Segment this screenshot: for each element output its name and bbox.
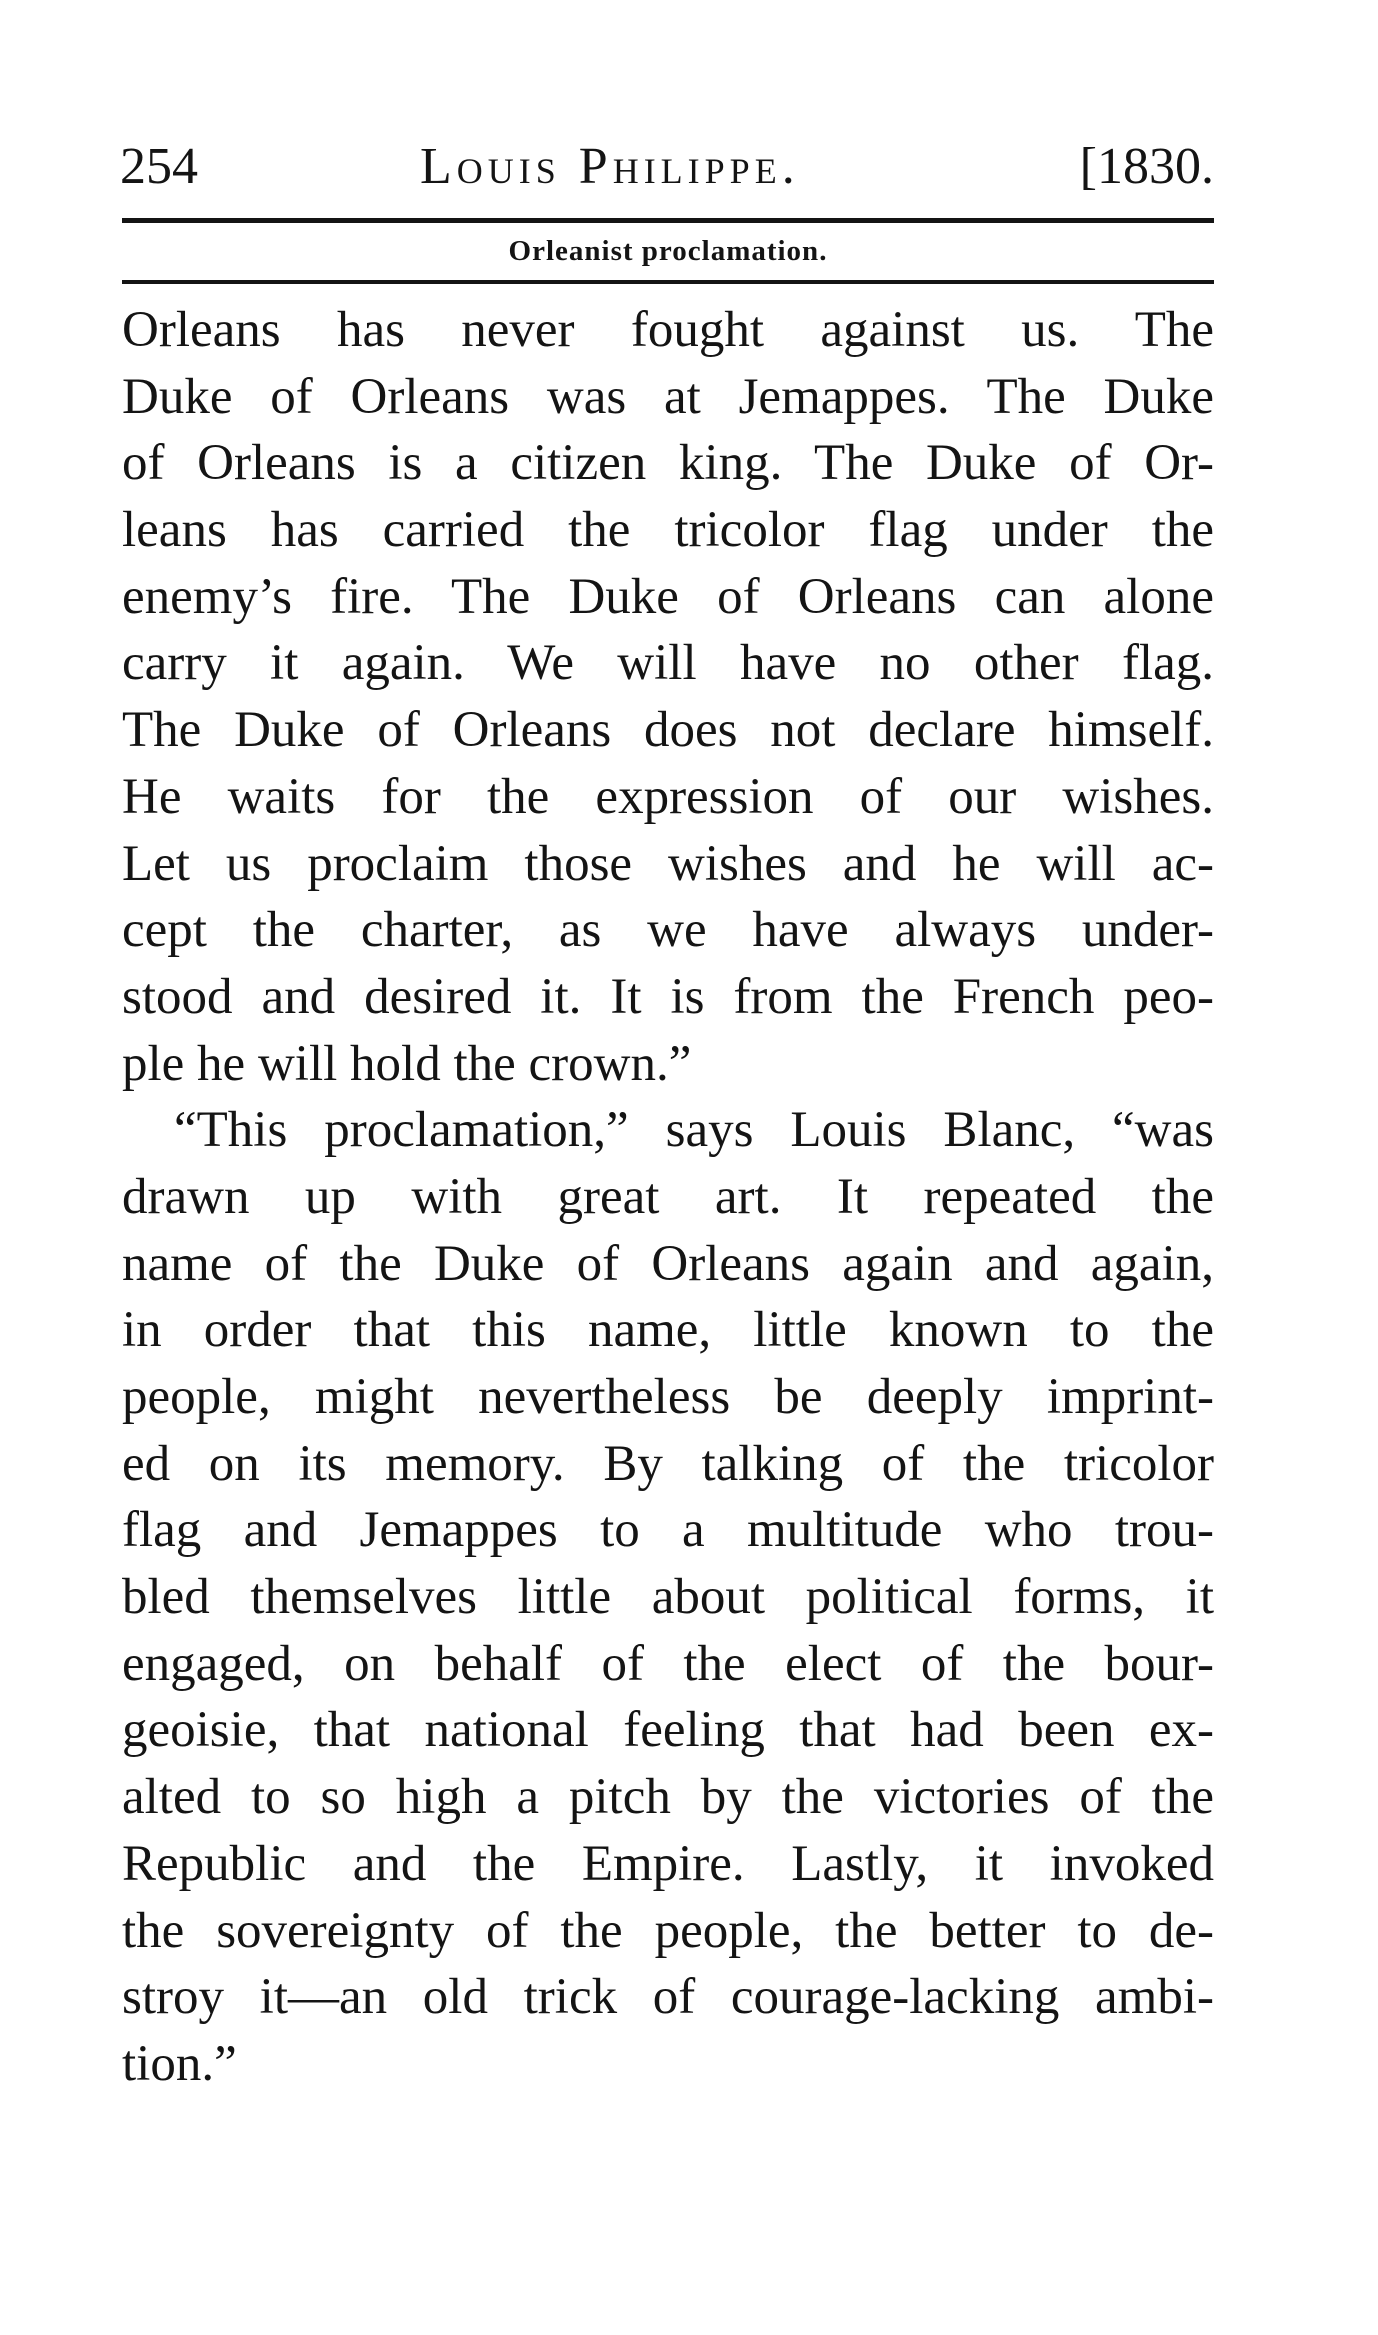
book-title: Louis Philippe. [420, 138, 800, 195]
section-subhead: Orleanist proclamation. [508, 235, 828, 267]
text-line: of Orleans is a citizen king. The Duke of Or- [122, 435, 1214, 492]
text-line: The Duke of Orleans does not declare himself. [122, 702, 1214, 759]
text-line: engaged, on behalf of the elect of the bour- [122, 1635, 1214, 1692]
text-line: Republic and the Empire. Lastly, it invoked [122, 1835, 1214, 1892]
text-line: stood and desired it. It is from the French peo- [122, 968, 1214, 1025]
text-line: people, might nevertheless be deeply imprint- [122, 1369, 1214, 1425]
body-text [122, 297, 1214, 2098]
text-line: ed on its memory. By talking of the tricolor [122, 1435, 1214, 1492]
text-line: cept the charter, as we have always under- [122, 902, 1214, 959]
running-head [120, 132, 1214, 202]
text-line: in order that this name, little known to the [122, 1302, 1214, 1359]
paragraph-end-line: tion.” [122, 2035, 237, 2092]
text-line: drawn up with great art. It repeated the [122, 1168, 1214, 1225]
text-line: name of the Duke of Orleans again and again, [122, 1235, 1214, 1292]
text-line: flag and Jemappes to a multitude who trou- [122, 1502, 1214, 1559]
text-line: Duke of Orleans was at Jemappes. The Duke [122, 368, 1214, 425]
text-line: He waits for the expression of our wishes. [122, 768, 1214, 825]
text-line: Let us proclaim those wishes and he will ac- [122, 835, 1214, 892]
text-line: bled themselves little about political forms, it [122, 1569, 1214, 1626]
header-rule-bottom [122, 280, 1214, 284]
text-line: leans has carried the tricolor flag under the [122, 502, 1214, 559]
page-number: 254 [120, 138, 198, 195]
text-line: alted to so high a pitch by the victories of the [122, 1769, 1214, 1826]
text-line: geoisie, that national feeling that had been ex- [122, 1702, 1214, 1759]
text-line: the sovereignty of the people, the better to de- [122, 1902, 1214, 1959]
paragraph-end-line: ple he will hold the crown.” [122, 1035, 692, 1092]
text-line: carry it again. We will have no other flag. [122, 635, 1214, 692]
header-rule-top [122, 218, 1214, 223]
text-line: enemy’s fire. The Duke of Orleans can alone [122, 568, 1214, 625]
paragraph-start-line: “This proclamation,” says Louis Blanc, “was [174, 1102, 1214, 1159]
text-line: Orleans has never fought against us. The [122, 302, 1214, 358]
chapter-year: [1830. [1079, 138, 1214, 195]
text-line: stroy it—an old trick of courage-lacking ambi- [122, 1969, 1214, 2026]
